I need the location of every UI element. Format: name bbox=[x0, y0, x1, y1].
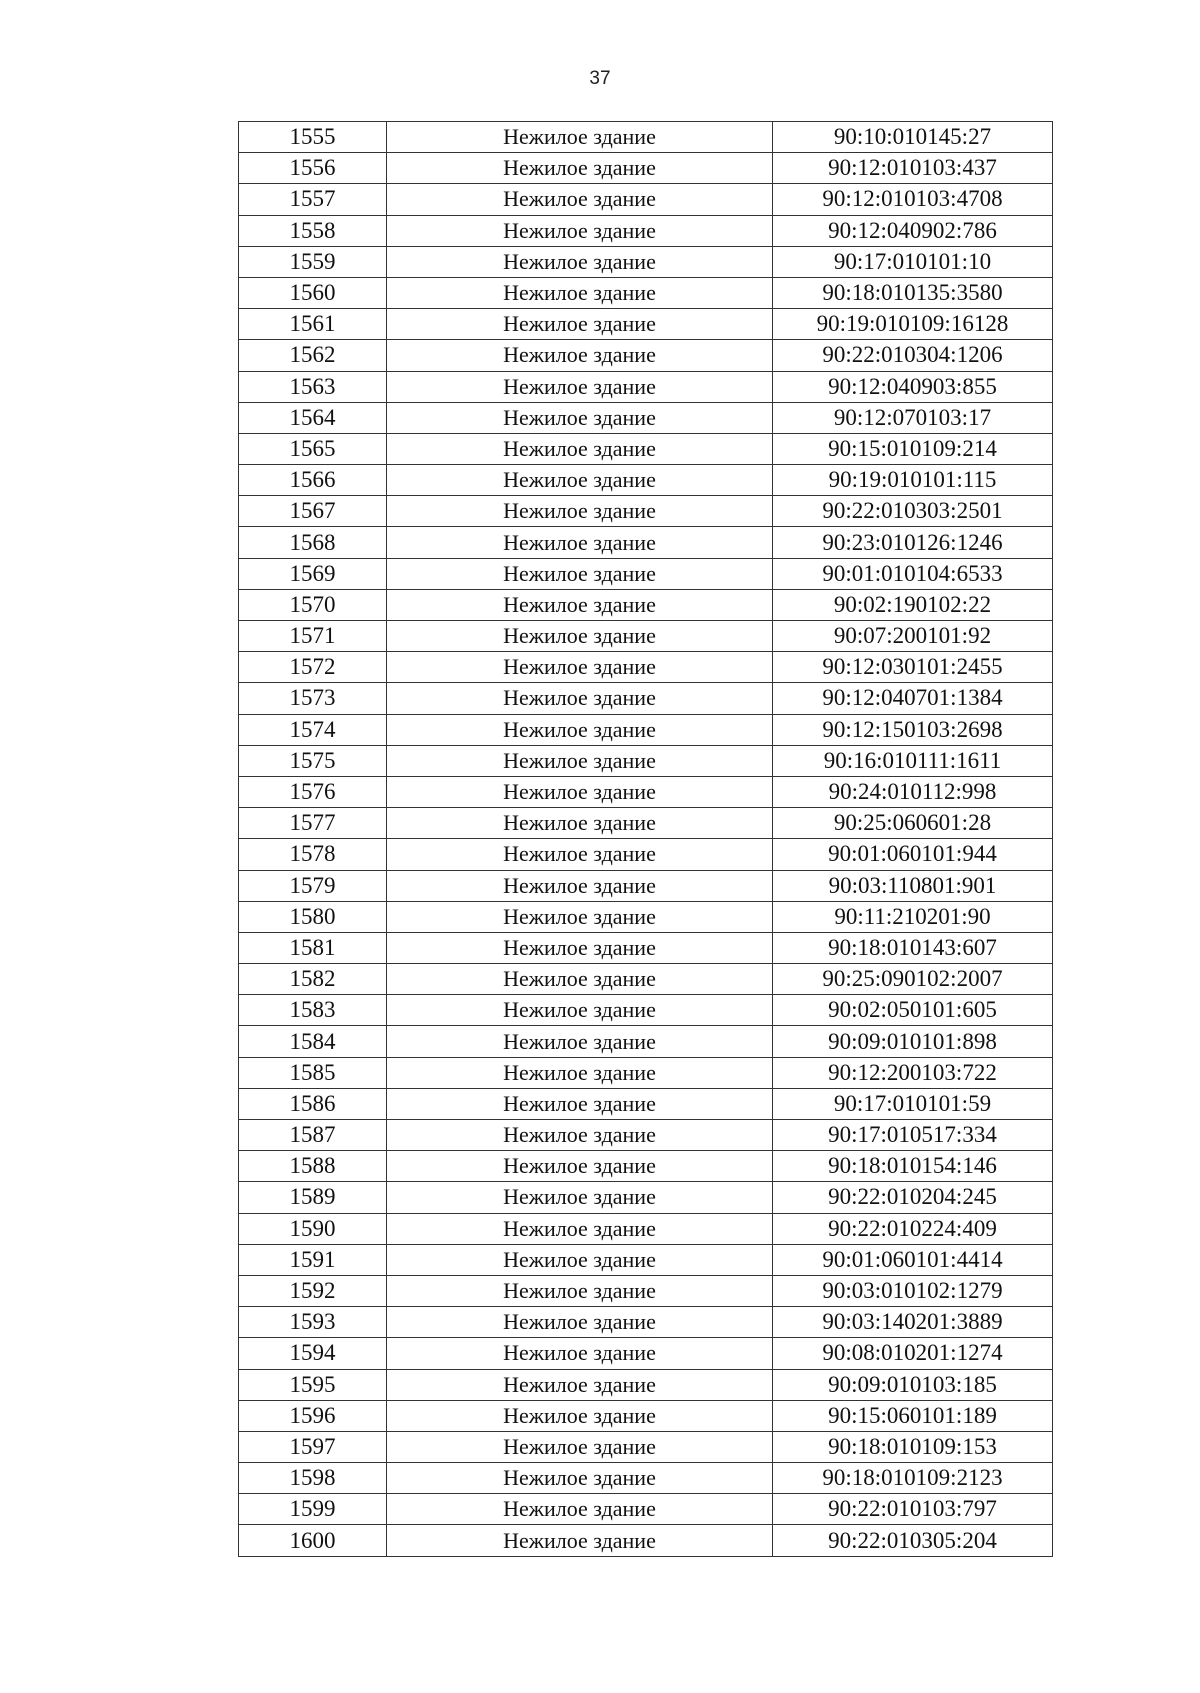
table-body bbox=[239, 122, 1053, 1557]
object-type-cell bbox=[387, 371, 773, 402]
object-type-text: Нежилое здание bbox=[503, 155, 656, 181]
object-type-text: Нежилое здание bbox=[503, 1215, 656, 1241]
row-number-cell: 1592 bbox=[239, 1275, 387, 1306]
object-type-text: Нежилое здание bbox=[503, 903, 656, 929]
object-type-cell bbox=[387, 340, 773, 371]
cadastral-number-cell: 90:12:010103:437 bbox=[773, 153, 1053, 184]
cadastral-number-cell: 90:16:010111:1611 bbox=[773, 745, 1053, 776]
object-type-cell bbox=[387, 1057, 773, 1088]
table-row bbox=[239, 1338, 1053, 1369]
cadastral-number-cell: 90:12:030101:2455 bbox=[773, 652, 1053, 683]
cadastral-number-cell: 90:22:010103:797 bbox=[773, 1494, 1053, 1525]
object-type-text: Нежилое здание bbox=[503, 1309, 656, 1335]
row-number-cell: 1556 bbox=[239, 153, 387, 184]
table-row bbox=[239, 1213, 1053, 1244]
object-type-text: Нежилое здание bbox=[503, 654, 656, 680]
row-number-cell: 1590 bbox=[239, 1213, 387, 1244]
object-type-text: Нежилое здание bbox=[503, 1433, 656, 1459]
object-type-cell bbox=[387, 776, 773, 807]
object-type-text: Нежилое здание bbox=[503, 810, 656, 836]
cadastral-number-cell: 90:08:010201:1274 bbox=[773, 1338, 1053, 1369]
cadastral-number-cell: 90:22:010303:2501 bbox=[773, 496, 1053, 527]
row-number-cell: 1565 bbox=[239, 433, 387, 464]
cadastral-number-cell: 90:15:010109:214 bbox=[773, 433, 1053, 464]
table-row bbox=[239, 309, 1053, 340]
table-row bbox=[239, 402, 1053, 433]
table-row bbox=[239, 1369, 1053, 1400]
row-number-cell: 1555 bbox=[239, 122, 387, 153]
object-type-text: Нежилое здание bbox=[503, 373, 656, 399]
row-number-cell: 1570 bbox=[239, 589, 387, 620]
object-type-cell bbox=[387, 1431, 773, 1462]
object-type-text: Нежилое здание bbox=[503, 841, 656, 867]
object-type-cell bbox=[387, 1369, 773, 1400]
object-type-text: Нежилое здание bbox=[503, 1402, 656, 1428]
object-type-cell bbox=[387, 122, 773, 153]
object-type-text: Нежилое здание bbox=[503, 1059, 656, 1085]
table-row bbox=[239, 808, 1053, 839]
object-type-cell bbox=[387, 1275, 773, 1306]
table-row bbox=[239, 776, 1053, 807]
object-type-cell bbox=[387, 465, 773, 496]
table-row bbox=[239, 153, 1053, 184]
table-row bbox=[239, 1120, 1053, 1151]
table-row bbox=[239, 714, 1053, 745]
row-number-cell: 1589 bbox=[239, 1182, 387, 1213]
object-type-cell bbox=[387, 246, 773, 277]
object-type-cell bbox=[387, 995, 773, 1026]
cadastral-number-cell: 90:22:010305:204 bbox=[773, 1525, 1053, 1556]
object-type-text: Нежилое здание bbox=[503, 404, 656, 430]
cadastral-number-cell: 90:12:070103:17 bbox=[773, 402, 1053, 433]
object-type-cell bbox=[387, 153, 773, 184]
cadastral-number-cell: 90:03:010102:1279 bbox=[773, 1275, 1053, 1306]
object-type-text: Нежилое здание bbox=[503, 1184, 656, 1210]
cadastral-number-cell: 90:17:010101:59 bbox=[773, 1088, 1053, 1119]
object-type-cell bbox=[387, 1244, 773, 1275]
row-number-cell: 1591 bbox=[239, 1244, 387, 1275]
object-type-cell bbox=[387, 621, 773, 652]
object-type-cell bbox=[387, 745, 773, 776]
cadastral-number-cell: 90:18:010135:3580 bbox=[773, 277, 1053, 308]
cadastral-number-cell: 90:22:010224:409 bbox=[773, 1213, 1053, 1244]
object-type-cell bbox=[387, 964, 773, 995]
cadastral-number-cell: 90:12:040701:1384 bbox=[773, 683, 1053, 714]
table-row bbox=[239, 1057, 1053, 1088]
cadastral-number-cell: 90:22:010304:1206 bbox=[773, 340, 1053, 371]
row-number-cell: 1577 bbox=[239, 808, 387, 839]
cadastral-number-cell: 90:18:010109:2123 bbox=[773, 1463, 1053, 1494]
object-type-text: Нежилое здание bbox=[503, 1028, 656, 1054]
object-type-cell bbox=[387, 1026, 773, 1057]
cadastral-number-cell: 90:11:210201:90 bbox=[773, 901, 1053, 932]
cadastral-number-cell: 90:01:060101:944 bbox=[773, 839, 1053, 870]
row-number-cell: 1586 bbox=[239, 1088, 387, 1119]
row-number-cell: 1595 bbox=[239, 1369, 387, 1400]
object-type-text: Нежилое здание bbox=[503, 872, 656, 898]
table-row bbox=[239, 122, 1053, 153]
cadastral-number-cell: 90:03:140201:3889 bbox=[773, 1307, 1053, 1338]
object-type-cell bbox=[387, 527, 773, 558]
object-type-cell bbox=[387, 714, 773, 745]
object-type-text: Нежилое здание bbox=[503, 311, 656, 337]
object-type-cell bbox=[387, 870, 773, 901]
row-number-cell: 1582 bbox=[239, 964, 387, 995]
table-row bbox=[239, 433, 1053, 464]
object-type-text: Нежилое здание bbox=[503, 498, 656, 524]
cadastral-number-cell: 90:01:010104:6533 bbox=[773, 558, 1053, 589]
object-type-cell bbox=[387, 1400, 773, 1431]
object-type-text: Нежилое здание bbox=[503, 186, 656, 212]
table-row bbox=[239, 340, 1053, 371]
cadastral-number-cell: 90:09:010101:898 bbox=[773, 1026, 1053, 1057]
cadastral-number-cell: 90:01:060101:4414 bbox=[773, 1244, 1053, 1275]
row-number-cell: 1598 bbox=[239, 1463, 387, 1494]
object-type-text: Нежилое здание bbox=[503, 623, 656, 649]
row-number-cell: 1581 bbox=[239, 932, 387, 963]
object-type-cell bbox=[387, 1088, 773, 1119]
object-type-text: Нежилое здание bbox=[503, 685, 656, 711]
object-type-cell bbox=[387, 184, 773, 215]
table-row bbox=[239, 621, 1053, 652]
row-number-cell: 1571 bbox=[239, 621, 387, 652]
object-type-text: Нежилое здание bbox=[503, 248, 656, 274]
row-number-cell: 1594 bbox=[239, 1338, 387, 1369]
table-row bbox=[239, 1307, 1053, 1338]
cadastral-number-cell: 90:17:010101:10 bbox=[773, 246, 1053, 277]
table-row bbox=[239, 1151, 1053, 1182]
row-number-cell: 1580 bbox=[239, 901, 387, 932]
table-row bbox=[239, 1088, 1053, 1119]
object-type-text: Нежилое здание bbox=[503, 280, 656, 306]
object-type-cell bbox=[387, 433, 773, 464]
row-number-cell: 1559 bbox=[239, 246, 387, 277]
table-row bbox=[239, 1244, 1053, 1275]
object-type-text: Нежилое здание bbox=[503, 1496, 656, 1522]
row-number-cell: 1564 bbox=[239, 402, 387, 433]
table-row bbox=[239, 964, 1053, 995]
object-type-cell bbox=[387, 839, 773, 870]
object-type-cell bbox=[387, 683, 773, 714]
cadastral-number-cell: 90:12:010103:4708 bbox=[773, 184, 1053, 215]
object-type-cell bbox=[387, 402, 773, 433]
cadastral-number-cell: 90:12:200103:722 bbox=[773, 1057, 1053, 1088]
cadastral-number-cell: 90:19:010109:16128 bbox=[773, 309, 1053, 340]
object-type-cell bbox=[387, 1307, 773, 1338]
table-row bbox=[239, 277, 1053, 308]
object-type-text: Нежилое здание bbox=[503, 1278, 656, 1304]
row-number-cell: 1562 bbox=[239, 340, 387, 371]
cadastral-number-cell: 90:15:060101:189 bbox=[773, 1400, 1053, 1431]
row-number-cell: 1593 bbox=[239, 1307, 387, 1338]
cadastral-number-cell: 90:12:040902:786 bbox=[773, 215, 1053, 246]
cadastral-number-cell: 90:03:110801:901 bbox=[773, 870, 1053, 901]
row-number-cell: 1560 bbox=[239, 277, 387, 308]
object-type-text: Нежилое здание bbox=[503, 467, 656, 493]
table-row bbox=[239, 932, 1053, 963]
cadastral-number-cell: 90:19:010101:115 bbox=[773, 465, 1053, 496]
row-number-cell: 1574 bbox=[239, 714, 387, 745]
cadastral-number-cell: 90:25:060601:28 bbox=[773, 808, 1053, 839]
object-type-text: Нежилое здание bbox=[503, 966, 656, 992]
object-type-cell bbox=[387, 1338, 773, 1369]
table-row bbox=[239, 589, 1053, 620]
table-row bbox=[239, 1525, 1053, 1556]
row-number-cell: 1575 bbox=[239, 745, 387, 776]
object-type-text: Нежилое здание bbox=[503, 1527, 656, 1553]
cadastral-number-cell: 90:24:010112:998 bbox=[773, 776, 1053, 807]
object-type-text: Нежилое здание bbox=[503, 529, 656, 555]
row-number-cell: 1587 bbox=[239, 1120, 387, 1151]
table-row bbox=[239, 870, 1053, 901]
cadastral-number-cell: 90:07:200101:92 bbox=[773, 621, 1053, 652]
cadastral-number-cell: 90:18:010109:153 bbox=[773, 1431, 1053, 1462]
row-number-cell: 1597 bbox=[239, 1431, 387, 1462]
table-row bbox=[239, 496, 1053, 527]
row-number-cell: 1557 bbox=[239, 184, 387, 215]
object-type-text: Нежилое здание bbox=[503, 217, 656, 243]
row-number-cell: 1566 bbox=[239, 465, 387, 496]
row-number-cell: 1583 bbox=[239, 995, 387, 1026]
object-type-cell bbox=[387, 1151, 773, 1182]
cadastral-number-cell: 90:02:050101:605 bbox=[773, 995, 1053, 1026]
object-type-text: Нежилое здание bbox=[503, 1465, 656, 1491]
row-number-cell: 1596 bbox=[239, 1400, 387, 1431]
object-type-cell bbox=[387, 808, 773, 839]
object-type-cell bbox=[387, 589, 773, 620]
table-row bbox=[239, 465, 1053, 496]
object-type-text: Нежилое здание bbox=[503, 1371, 656, 1397]
object-type-text: Нежилое здание bbox=[503, 591, 656, 617]
table-row bbox=[239, 558, 1053, 589]
cadastral-number-cell: 90:12:040903:855 bbox=[773, 371, 1053, 402]
object-type-cell bbox=[387, 496, 773, 527]
row-number-cell: 1579 bbox=[239, 870, 387, 901]
cadastral-number-cell: 90:12:150103:2698 bbox=[773, 714, 1053, 745]
row-number-cell: 1568 bbox=[239, 527, 387, 558]
object-type-cell bbox=[387, 215, 773, 246]
object-type-text: Нежилое здание bbox=[503, 747, 656, 773]
object-type-text: Нежилое здание bbox=[503, 1090, 656, 1116]
row-number-cell: 1576 bbox=[239, 776, 387, 807]
table-row bbox=[239, 1431, 1053, 1462]
buildings-table bbox=[238, 121, 1053, 1557]
table-row bbox=[239, 652, 1053, 683]
cadastral-number-cell: 90:18:010154:146 bbox=[773, 1151, 1053, 1182]
object-type-cell bbox=[387, 558, 773, 589]
object-type-text: Нежилое здание bbox=[503, 560, 656, 586]
object-type-text: Нежилое здание bbox=[503, 1340, 656, 1366]
object-type-text: Нежилое здание bbox=[503, 997, 656, 1023]
object-type-cell bbox=[387, 1213, 773, 1244]
object-type-text: Нежилое здание bbox=[503, 1122, 656, 1148]
table-row bbox=[239, 246, 1053, 277]
cadastral-number-cell: 90:23:010126:1246 bbox=[773, 527, 1053, 558]
row-number-cell: 1561 bbox=[239, 309, 387, 340]
cadastral-number-cell: 90:18:010143:607 bbox=[773, 932, 1053, 963]
cadastral-number-cell: 90:09:010103:185 bbox=[773, 1369, 1053, 1400]
row-number-cell: 1572 bbox=[239, 652, 387, 683]
cadastral-number-cell: 90:10:010145:27 bbox=[773, 122, 1053, 153]
table-row bbox=[239, 1275, 1053, 1306]
object-type-text: Нежилое здание bbox=[503, 934, 656, 960]
table-row bbox=[239, 1182, 1053, 1213]
object-type-text: Нежилое здание bbox=[503, 716, 656, 742]
cadastral-number-cell: 90:25:090102:2007 bbox=[773, 964, 1053, 995]
object-type-text: Нежилое здание bbox=[503, 779, 656, 805]
page-number: 37 bbox=[589, 68, 611, 89]
row-number-cell: 1588 bbox=[239, 1151, 387, 1182]
object-type-cell bbox=[387, 652, 773, 683]
object-type-text: Нежилое здание bbox=[503, 124, 656, 150]
object-type-cell bbox=[387, 1494, 773, 1525]
object-type-cell bbox=[387, 1120, 773, 1151]
row-number-cell: 1573 bbox=[239, 683, 387, 714]
table-row bbox=[239, 995, 1053, 1026]
table-row bbox=[239, 184, 1053, 215]
object-type-cell bbox=[387, 1525, 773, 1556]
row-number-cell: 1569 bbox=[239, 558, 387, 589]
table-row bbox=[239, 745, 1053, 776]
row-number-cell: 1563 bbox=[239, 371, 387, 402]
row-number-cell: 1585 bbox=[239, 1057, 387, 1088]
row-number-cell: 1600 bbox=[239, 1525, 387, 1556]
table-row bbox=[239, 1494, 1053, 1525]
object-type-cell bbox=[387, 277, 773, 308]
table-row bbox=[239, 527, 1053, 558]
cadastral-number-cell: 90:02:190102:22 bbox=[773, 589, 1053, 620]
table-row bbox=[239, 839, 1053, 870]
object-type-text: Нежилое здание bbox=[503, 342, 656, 368]
table-row bbox=[239, 215, 1053, 246]
cadastral-number-cell: 90:17:010517:334 bbox=[773, 1120, 1053, 1151]
table-row bbox=[239, 371, 1053, 402]
table-row bbox=[239, 901, 1053, 932]
row-number-cell: 1578 bbox=[239, 839, 387, 870]
cadastral-number-cell: 90:22:010204:245 bbox=[773, 1182, 1053, 1213]
table-row bbox=[239, 683, 1053, 714]
object-type-cell bbox=[387, 1182, 773, 1213]
row-number-cell: 1558 bbox=[239, 215, 387, 246]
table-row bbox=[239, 1463, 1053, 1494]
table-row bbox=[239, 1400, 1053, 1431]
object-type-text: Нежилое здание bbox=[503, 435, 656, 461]
table-row bbox=[239, 1026, 1053, 1057]
row-number-cell: 1599 bbox=[239, 1494, 387, 1525]
row-number-cell: 1584 bbox=[239, 1026, 387, 1057]
object-type-text: Нежилое здание bbox=[503, 1153, 656, 1179]
object-type-cell bbox=[387, 1463, 773, 1494]
object-type-cell bbox=[387, 309, 773, 340]
object-type-text: Нежилое здание bbox=[503, 1246, 656, 1272]
object-type-cell bbox=[387, 901, 773, 932]
object-type-cell bbox=[387, 932, 773, 963]
row-number-cell: 1567 bbox=[239, 496, 387, 527]
